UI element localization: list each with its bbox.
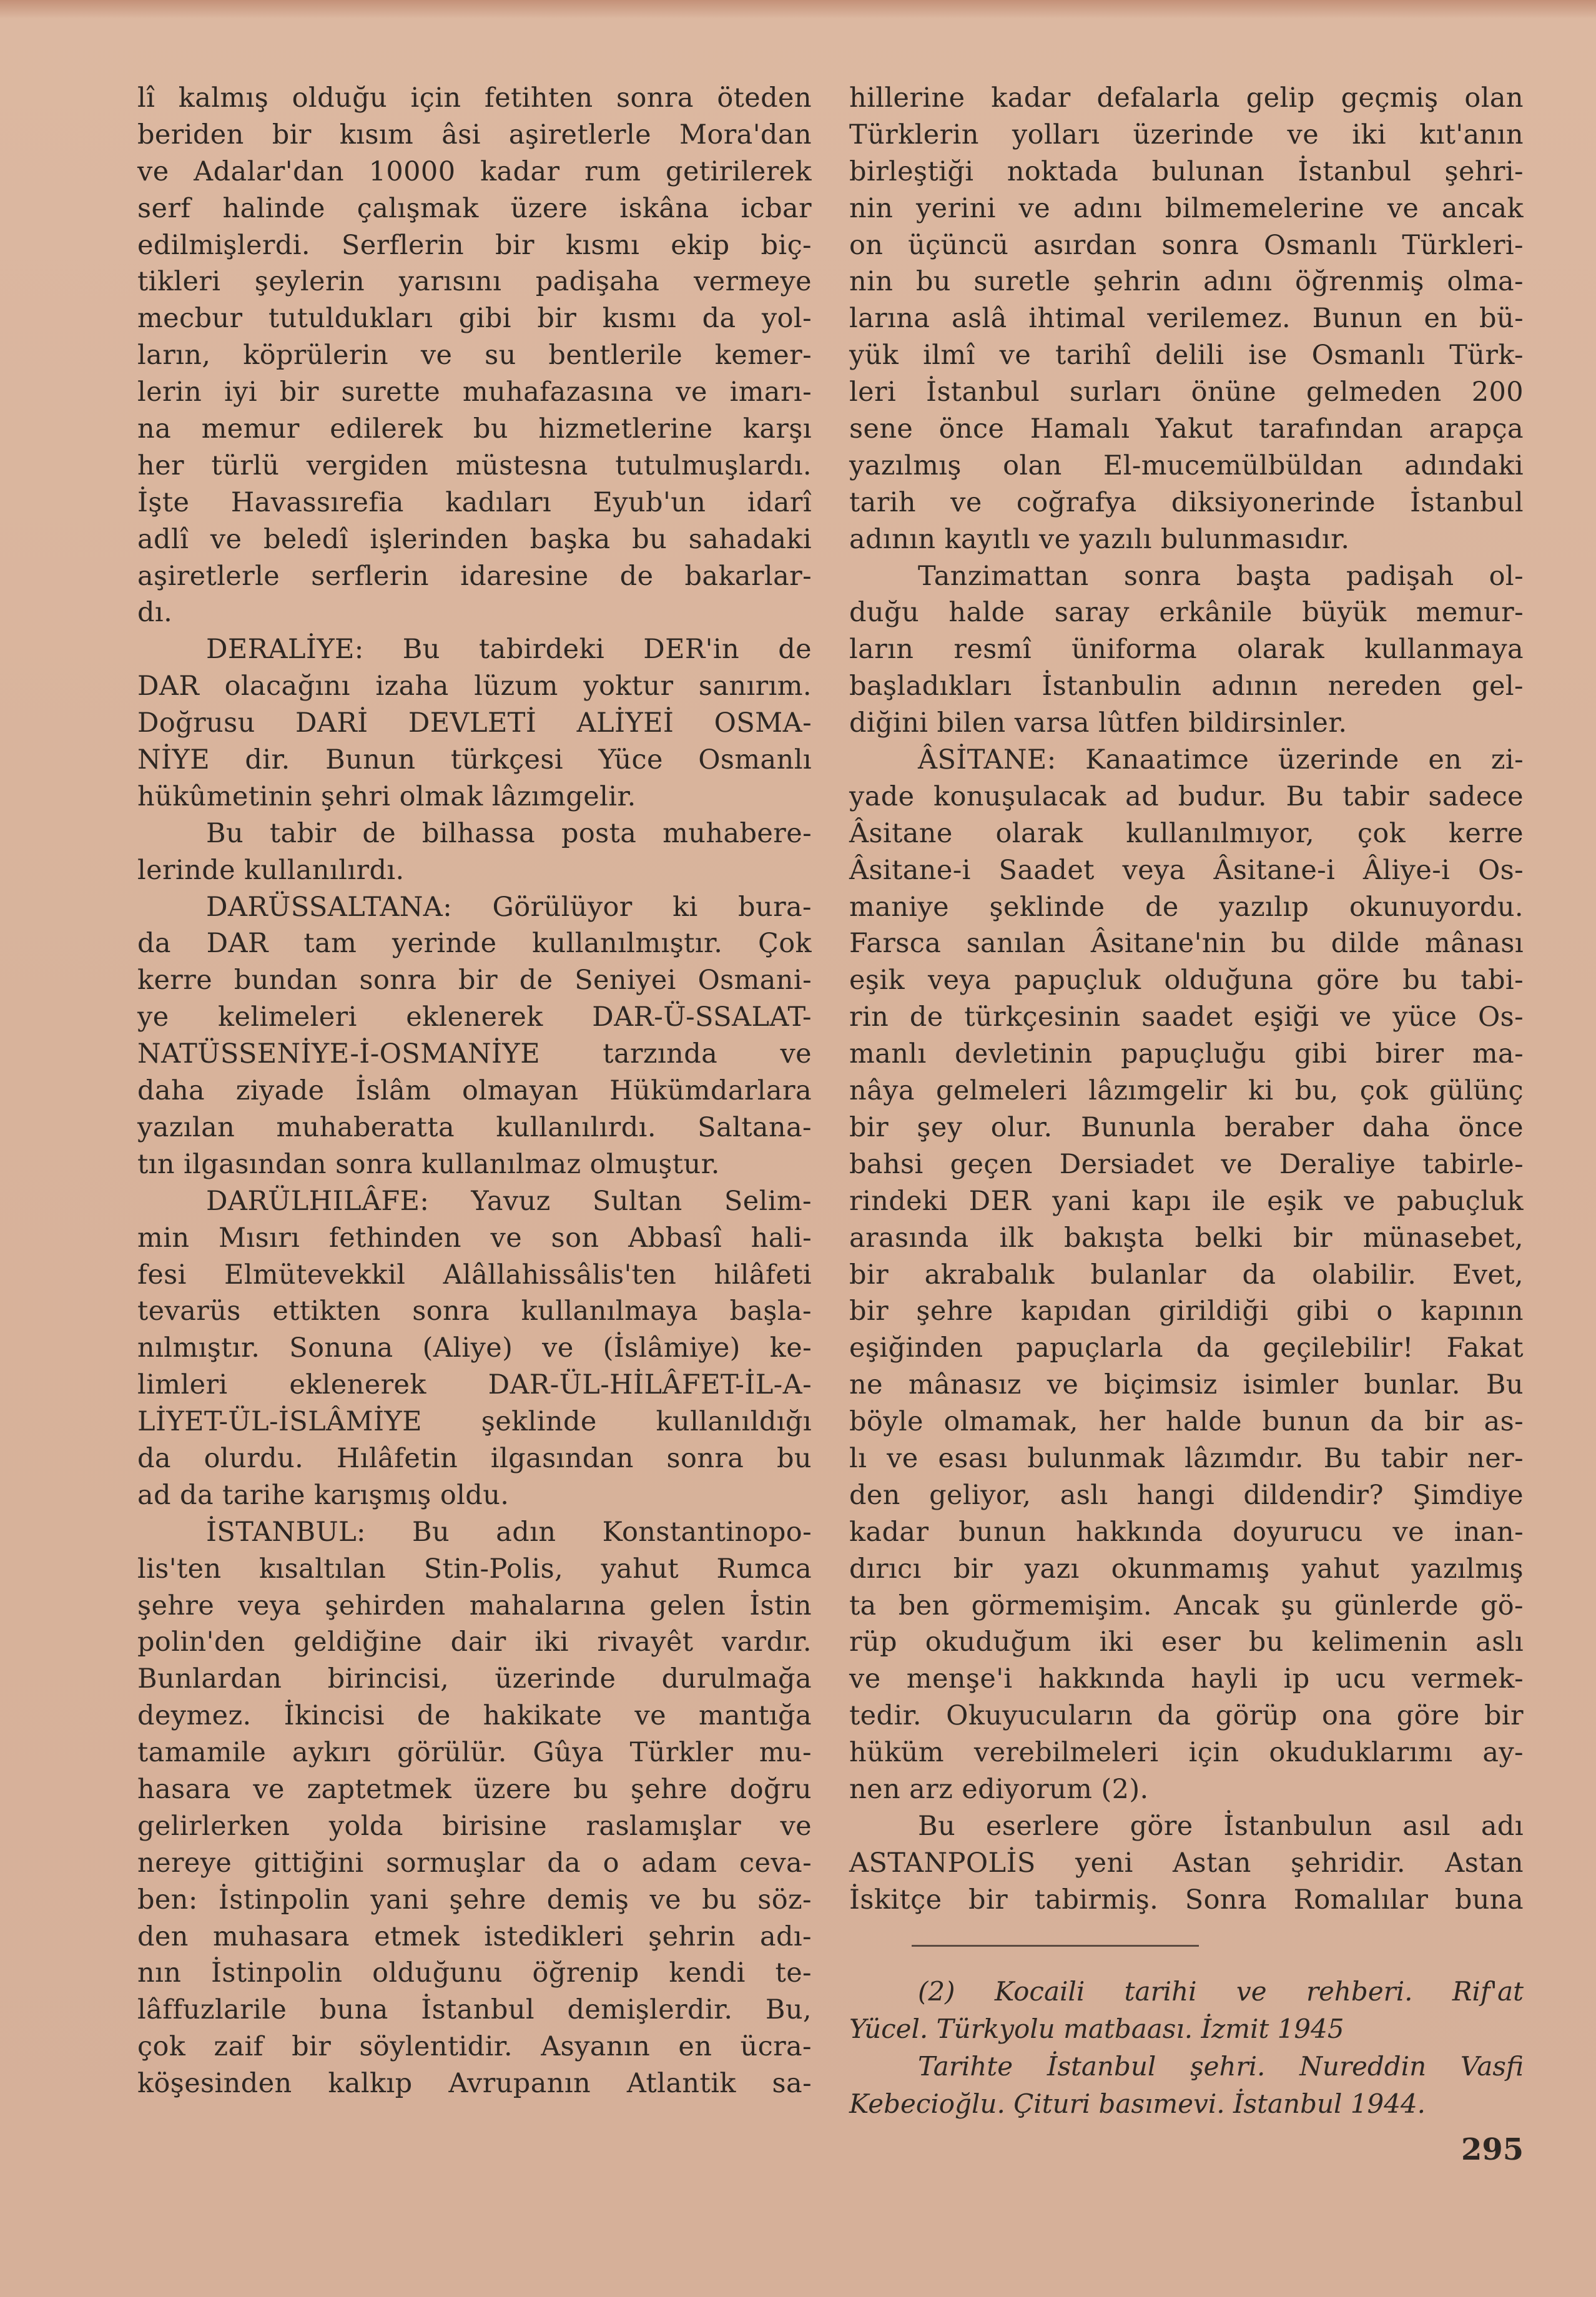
text-line: nın İstinpolin olduğunu öğrenip kendi te- — [137, 1957, 812, 1989]
text-line: den muhasara etmek istedikleri şehrin adı- — [137, 1921, 812, 1952]
text-line: ve Adalar'dan 10000 kadar rum getirilerek — [137, 155, 812, 187]
footnote-divider — [912, 1945, 1199, 1947]
footnote-line: Yücel. Türkyolu matbaası. İzmit 1945 — [849, 2014, 1344, 2044]
text-line: tın ilgasından sonra kullanılmaz olmuştur. — [137, 1148, 720, 1180]
text-line: bahsi geçen Dersiadet ve Deraliye tabirle- — [849, 1148, 1524, 1180]
footnote-line: Kebecioğlu. Çituri basımevi. İstanbul 1944. — [849, 2088, 1426, 2119]
text-line: kerre bundan sonra bir de Seniyei Osmani- — [137, 965, 812, 996]
text-line: lis'ten kısaltılan Stin-Polis, yahut Rumca — [137, 1553, 812, 1585]
text-line: ların resmî üniforma olarak kullanmaya — [849, 634, 1524, 666]
text-line: da olurdu. Hılâfetin ilgasından sonra bu — [137, 1442, 812, 1474]
text-line: rin de türkçesinin saadet eşiği ve yüce Os- — [849, 1001, 1524, 1033]
footnote-line: (2) Kocaili tarihi ve rehberi. Rif'at — [918, 1976, 1524, 2007]
text-line: lı ve esası bulunmak lâzımdır. Bu tabir ner- — [849, 1442, 1524, 1474]
text-line: NİYE dir. Bunun türkçesi Yüce Osmanlı — [137, 744, 812, 776]
text-line: NATÜSSENİYE-İ-OSMANİYE tarzında ve — [137, 1038, 812, 1070]
text-line: da DAR tam yerinde kullanılmıştır. Çok — [137, 928, 812, 960]
text-line: tevarüs ettikten sonra kullanılmaya başla- — [137, 1296, 812, 1327]
text-line: yade konuşulacak ad budur. Bu tabir sadece — [849, 780, 1524, 812]
text-line: ben: İstinpolin yani şehre demiş ve bu söz- — [137, 1884, 812, 1916]
text-line: yazılmış olan El-mucemülbüldan adındaki — [849, 450, 1524, 481]
text-line: Türklerin yolları üzerinde ve iki kıt'anın — [849, 119, 1524, 150]
text-line: hüküm verebilmeleri için okuduklarımı ay- — [849, 1737, 1524, 1769]
text-line: ların, köprülerin ve su bentlerile kemer- — [137, 340, 812, 371]
text-line: gelirlerken yolda birisine raslamışlar ve — [137, 1810, 812, 1842]
text-line: dı. — [137, 597, 173, 629]
text-line: manlı devletinin papuçluğu gibi birer ma- — [849, 1038, 1524, 1070]
text-line: rindeki DER yani kapı ile eşik ve pabuçluk — [849, 1185, 1524, 1217]
text-line: ne mânasız ve biçimsiz isimler bunlar. Bu — [849, 1369, 1524, 1401]
text-line: DARÜSSALTANA: Görülüyor ki bura- — [206, 891, 812, 923]
text-line: lî kalmış olduğu için fetihten sonra öteden — [137, 82, 812, 114]
text-line: polin'den geldiğine dair iki rivayêt vardır. — [137, 1626, 812, 1658]
text-line: Âsitane-i Saadet veya Âsitane-i Âliye-i Os- — [849, 854, 1524, 886]
text-line: şehre veya şehirden mahalarına gelen İstin — [137, 1590, 812, 1621]
text-line: on üçüncü asırdan sonra Osmanlı Türkleri- — [849, 229, 1524, 261]
text-line: limleri eklenerek DAR-ÜL-HİLÂFET-İL-A- — [137, 1369, 812, 1401]
text-line: lerin iyi bir surette muhafazasına ve imarı- — [137, 376, 812, 408]
page-number: 295 — [1461, 2132, 1524, 2167]
text-line: nılmıştır. Sonuna (Aliye) ve (İslâmiye) ke- — [137, 1332, 812, 1364]
text-line: nen arz ediyorum (2). — [849, 1773, 1149, 1805]
text-line: birleştiği noktada bulunan İstanbul şehri- — [849, 155, 1524, 187]
right-text-column — [849, 80, 1524, 1919]
text-line: deymez. İkincisi de hakikate ve mantığa — [137, 1700, 812, 1732]
text-line: bir şey olur. Bununla beraber daha önce — [849, 1111, 1524, 1143]
text-line: ÂSİTANE: Kanaatimce üzerinde en zi- — [918, 744, 1524, 776]
text-line: başladıkları İstanbulin adının nereden gel- — [849, 671, 1524, 702]
text-line: leri İstanbul surları önüne gelmeden 200 — [849, 376, 1524, 408]
text-line: ta ben görmemişim. Ancak şu günlerde gö- — [849, 1590, 1524, 1621]
text-line: adlî ve beledî işlerinden başka bu sahadaki — [137, 523, 812, 555]
footnote-line: Tarihte İstanbul şehri. Nureddin Vasfi — [918, 2051, 1524, 2082]
text-line: tikleri şeylerin yarısını padişaha vermeye — [137, 266, 812, 298]
text-line: lerinde kullanılırdı. — [137, 854, 405, 886]
text-line: Bu tabir de bilhassa posta muhabere- — [206, 817, 812, 849]
text-line: ASTANPOLİS yeni Astan şehridir. Astan — [849, 1847, 1524, 1879]
text-line: larına aslâ ihtimal verilemez. Bunun en bü- — [849, 303, 1524, 335]
text-line: eşik veya papuçluk olduğuna göre bu tabi- — [849, 965, 1524, 996]
text-line: Bu eserlere göre İstanbulun asıl adı — [918, 1810, 1524, 1842]
text-line: DERALİYE: Bu tabirdeki DER'in de — [206, 634, 812, 666]
text-line: Doğrusu DARİ DEVLETİ ALİYEİ OSMA- — [137, 707, 812, 739]
text-line: LİYET-ÜL-İSLÂMİYE şeklinde kullanıldığı — [137, 1406, 812, 1438]
text-line: den geliyor, aslı hangi dildendir? Şimdiye — [849, 1479, 1524, 1511]
text-line: tamamile aykırı görülür. Gûya Türkler mu- — [137, 1737, 812, 1769]
text-line: lâffuzlarile buna İstanbul demişlerdir. Bu, — [137, 1994, 812, 2026]
text-line: nin bu suretle şehrin adını öğrenmiş olma- — [849, 266, 1524, 298]
text-line: ye kelimeleri eklenerek DAR-Ü-SSALAT- — [137, 1001, 812, 1033]
text-line: mecbur tutuldukları gibi bir kısmı da yol- — [137, 303, 812, 335]
text-line: DARÜLHILÂFE: Yavuz Sultan Selim- — [206, 1185, 812, 1217]
text-line: dırıcı bir yazı okunmamış yahut yazılmış — [849, 1553, 1524, 1585]
text-line: eşiğinden papuçlarla da geçilebilir! Fakat — [849, 1332, 1524, 1364]
text-line: Farsca sanılan Âsitane'nin bu dilde mânası — [849, 928, 1524, 960]
text-line: Tanzimattan sonra başta padişah ol- — [918, 560, 1524, 592]
text-line: yük ilmî ve tarihî delili ise Osmanlı Türk- — [849, 340, 1524, 371]
text-line: min Mısırı fethinden ve son Abbasî hali- — [137, 1222, 812, 1254]
text-line: İSTANBUL: Bu adın Konstantinopo- — [206, 1516, 812, 1548]
text-line: nin yerini ve adını bilmemelerine ve ancak — [849, 192, 1524, 224]
text-line: bir şehre kapıdan girildiği gibi o kapının — [849, 1296, 1524, 1327]
text-line: yazılan muhaberatta kullanılırdı. Saltana- — [137, 1111, 812, 1143]
footnotes-block — [849, 1973, 1524, 2123]
text-line: arasında ilk bakışta belki bir münasebet, — [849, 1222, 1524, 1254]
text-line: rüp okuduğum iki eser bu kelimenin aslı — [849, 1626, 1524, 1658]
text-line: Âsitane olarak kullanılmıyor, çok kerre — [849, 817, 1524, 849]
text-line: İskitçe bir tabirmiş. Sonra Romalılar buna — [849, 1884, 1524, 1916]
page-top-edge — [0, 0, 1596, 19]
text-line: adının kayıtlı ve yazılı bulunmasıdır. — [849, 523, 1350, 555]
text-line: köşesinden kalkıp Avrupanın Atlantik sa- — [137, 2068, 812, 2100]
text-line: her türlü vergiden müstesna tutulmuşlardı. — [137, 450, 812, 481]
text-line: bir akrabalık bulanlar da olabilir. Evet, — [849, 1259, 1524, 1291]
text-line: tedir. Okuyucuların da görüp ona göre bir — [849, 1700, 1524, 1732]
text-line: maniye şeklinde de yazılıp okunuyordu. — [849, 891, 1524, 923]
text-line: hasara ve zaptetmek üzere bu şehre doğru — [137, 1773, 812, 1805]
text-line: na memur edilerek bu hizmetlerine karşı — [137, 413, 812, 445]
text-line: ad da tarihe karışmış oldu. — [137, 1479, 510, 1511]
text-line: aşiretlerle serflerin idaresine de bakarlar- — [137, 560, 812, 592]
text-line: hillerine kadar defalarla gelip geçmiş olan — [849, 82, 1524, 114]
text-line: Bunlardan birincisi, üzerinde durulmağa — [137, 1663, 812, 1695]
text-line: kadar bunun hakkında doyurucu ve inan- — [849, 1516, 1524, 1548]
text-line: diğini bilen varsa lûtfen bildirsinler. — [849, 707, 1347, 739]
text-line: tarih ve coğrafya diksiyonerinde İstanbul — [849, 486, 1524, 518]
text-line: beriden bir kısım âsi aşiretlerle Mora'dan — [137, 119, 812, 150]
left-text-column — [137, 80, 812, 2102]
text-line: daha ziyade İslâm olmayan Hükümdarlara — [137, 1075, 812, 1107]
text-line: nâya gelmeleri lâzımgelir ki bu, çok gülünç — [849, 1075, 1524, 1107]
text-line: serf halinde çalışmak üzere iskâna icbar — [137, 192, 812, 224]
text-line: fesi Elmütevekkil Alâllahissâlis'ten hilâfeti — [137, 1259, 812, 1291]
text-line: edilmişlerdi. Serflerin bir kısmı ekip biç- — [137, 229, 812, 261]
text-line: böyle olmamak, her halde bunun da bir as- — [849, 1406, 1524, 1438]
text-line: çok zaif bir söylentidir. Asyanın en ücra- — [137, 2031, 812, 2063]
text-line: nereye gittiğini sormuşlar da o adam ceva- — [137, 1847, 812, 1879]
text-line: İşte Havassırefia kadıları Eyub'un idarî — [137, 486, 812, 518]
text-line: ve menşe'i hakkında hayli ip ucu vermek- — [849, 1663, 1524, 1695]
text-line: duğu halde saray erkânile büyük memur- — [849, 597, 1524, 629]
text-line: hükûmetinin şehri olmak lâzımgelir. — [137, 780, 636, 812]
text-line: sene önce Hamalı Yakut tarafından arapça — [849, 413, 1524, 445]
text-line: DAR olacağını izaha lüzum yoktur sanırım. — [137, 671, 812, 702]
